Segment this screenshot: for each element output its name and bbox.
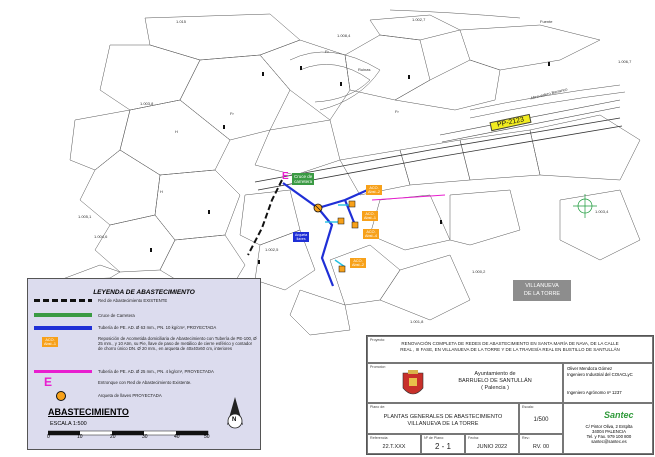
street-label: Abrevadero Barranco: [529, 86, 568, 101]
spot-height: 1.001,8: [410, 319, 424, 324]
callout-acometida: ACO. Abst.-2: [352, 259, 365, 268]
spot-height: 1.008,4: [337, 33, 351, 38]
fecha-caption: Fecha:: [468, 436, 479, 440]
reference: 22.T.XXX: [382, 444, 406, 450]
plan-title: PLANTAS GENERALES DE ABASTECIMIENTO VILLANUEVA DE LA TORRE: [383, 414, 503, 427]
place-label: Fuente: [540, 19, 553, 24]
legend-pipe25-symbol: [34, 370, 92, 373]
legend-entronque-symbol: E: [44, 375, 53, 389]
scale-tick: 50: [204, 434, 210, 440]
legend-valve-symbol: [56, 391, 66, 401]
promotor: Ayuntamiento de BARRUELO DE SANTULLÁN ( Palencia ): [458, 371, 532, 391]
legend-item: Tubería de PE. AD. Ø 63 mm., PN. 10 kg/cm², PROYECTADA: [98, 325, 217, 330]
legend-existing-symbol: [34, 299, 92, 302]
legend-title: LEYENDA DE ABASTECIMIENTO: [93, 289, 195, 296]
section-title: ABASTECIMIENTO: [48, 407, 129, 417]
engineer-line: Ingeniero Industrial del COIACLyC: [567, 372, 633, 377]
legend-crossing-symbol: [34, 313, 92, 317]
place-label: H: [175, 129, 178, 134]
callout-acometida: ACO. Abst.-4: [365, 230, 378, 239]
spot-height: 1.005,1: [78, 214, 92, 219]
village-label: VILLANUEVA DE LA TORRE: [513, 280, 571, 301]
plano-caption: Plano de:: [370, 405, 386, 409]
spot-height: 1.004,6: [94, 234, 108, 239]
engineer-line: Ingeniero Agrónomo nº 1237: [567, 390, 622, 395]
callout-valve: Arqueta llaves: [295, 233, 308, 241]
place-label: H: [160, 189, 163, 194]
legend-item: Entronque con Red de Abastecimiento Existente.: [98, 380, 192, 385]
rev-caption: Rev.:: [522, 436, 531, 440]
callout-acometida: ACO. Abst.-1: [364, 212, 377, 221]
company-logo: Santec: [604, 410, 634, 420]
scale-tick: 40: [174, 434, 180, 440]
entronque-marker: E: [282, 171, 289, 182]
road-label: PP-2123: [490, 114, 532, 131]
scale-tick: 10: [77, 434, 83, 440]
legend-panel: [27, 278, 261, 450]
scale-tick: 20: [110, 434, 116, 440]
place-label: Fr: [230, 111, 234, 116]
place-label: Ruinas: [358, 67, 371, 72]
north-letter: N: [232, 417, 237, 423]
spot-height: 1.002,7: [412, 17, 426, 22]
legend-acometida-symbol: ACO. Abst.-1: [44, 338, 57, 347]
legend-item: Cruce de Carretera: [98, 313, 135, 318]
num-caption: Nº de Plano:: [424, 436, 445, 440]
spot-height: 1.003,8: [140, 101, 154, 106]
escala-caption: Escala:: [522, 405, 534, 409]
proyecto-caption: Proyecto:: [370, 338, 386, 342]
sheet-number: 2 - 1: [434, 442, 451, 451]
scale-tick: 30: [142, 434, 148, 440]
legend-item: Arqueta de llaves PROYECTADA: [98, 393, 162, 398]
scale-tick: 0: [47, 434, 50, 440]
spot-height: 1.006,7: [618, 59, 632, 64]
promotor-caption: Promotor:: [370, 365, 386, 369]
scale-bar: [48, 429, 218, 445]
scale-text: ESCALA 1:500: [50, 421, 87, 427]
legend-item: Reposición de Acometida domiciliaria de Abastecimiento con Tubería de PE-100, Ø 25 mm., y 10 Atm, su Pie, llave de paso de metálico de cierre esférico y contador de chorro único DN. Ø 20 mm., en arqueta de 40x40x60 cm, interiores: [98, 336, 257, 352]
revision: RV. 00: [532, 444, 550, 450]
callout-acometida: ACO. Abst.-2: [368, 186, 381, 195]
callout-road-crossing: Cruce de carretera: [294, 174, 313, 184]
coat-of-arms-icon: [400, 370, 426, 400]
proposed-pipe-25: [372, 195, 445, 200]
spot-height: 1.002,5: [265, 247, 279, 252]
engineer-line: Oliver Mendoza Gómez: [567, 366, 613, 371]
legend-item: Red de Abastecimiento EXISTENTE: [98, 298, 168, 303]
spot-height: 1.003,4: [595, 209, 609, 214]
project-title: RENOVACIÓN COMPLETA DE REDES DE ABASTECIMIENTO EN SANTA MARÍA DE NAVA, DE LA CALLE REAL , III FASE, EN VILLANUEVA DE LA TORRE Y DE LA TRAVESÍA REAL EN BUSTILLO DE SANTULLÁN: [400, 341, 620, 352]
place-label: Fr: [325, 49, 329, 54]
place-label: Fr: [395, 109, 399, 114]
date: JUNIO 2022: [476, 444, 508, 450]
scale-value: 1/500: [533, 417, 549, 423]
existing-pipe-line: [248, 180, 282, 255]
spot-height: 1.000,2: [472, 269, 486, 274]
title-block: [366, 335, 654, 455]
company-info: C/ Pintor Oliva, 2 Entplta 34004 PALENCIA Tel. y Fax. 979 100 800 santec@santec.es: [585, 424, 633, 444]
ref-caption: Referencia:: [370, 436, 389, 440]
spot-height: 1.015: [176, 19, 187, 24]
legend-pipe63-symbol: [34, 326, 92, 330]
legend-item: Tubería de PE. AD. Ø 25 mm., PN. 4 kg/cm², PROYECTADA: [98, 369, 214, 374]
